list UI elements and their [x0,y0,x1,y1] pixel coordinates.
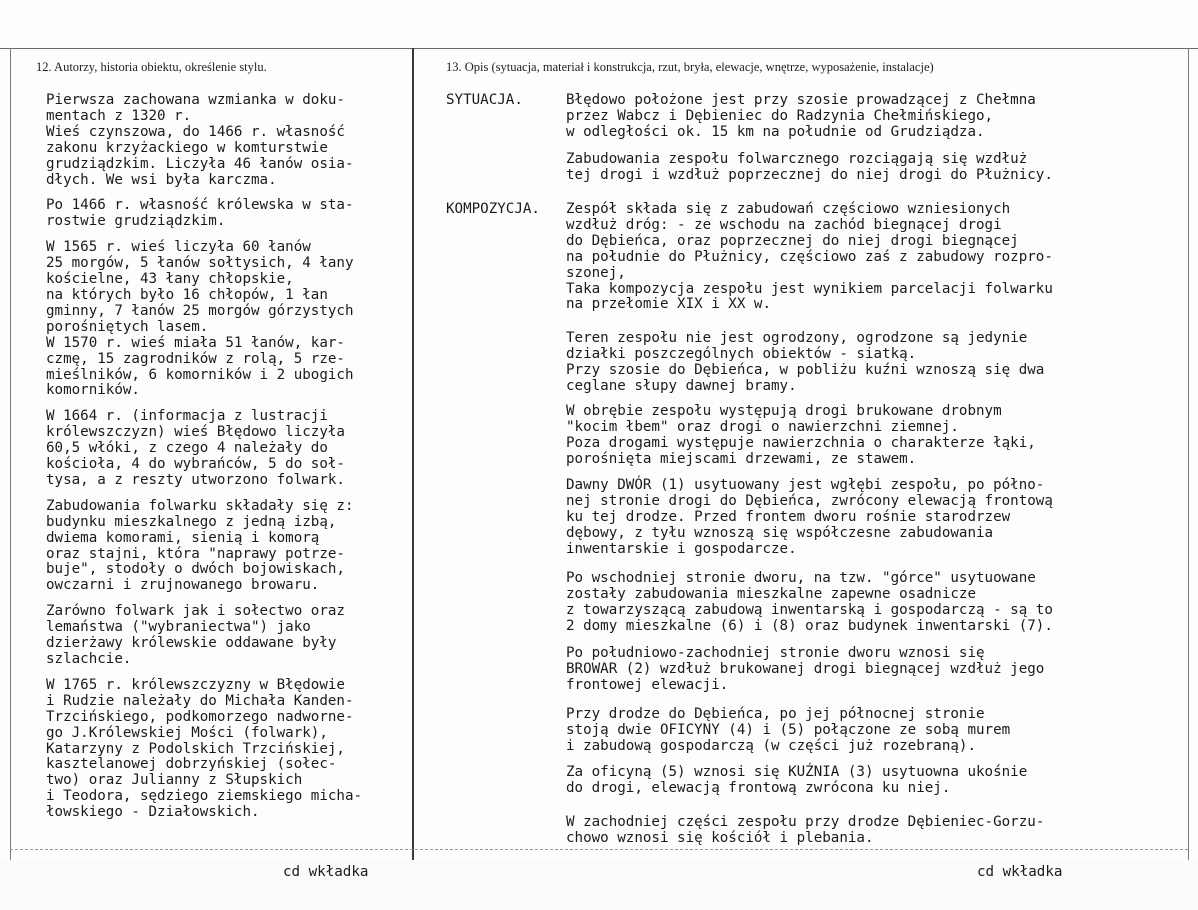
frame-left-rule [10,48,11,860]
history-paragraph: Pierwsza zachowana wzmianka w doku- mentach z 1320 r. Wieś czynszowa, do 1466 r. własność zakonu krzyżackiego w komturstwie grudziądzkim. Liczyła 46 łanów osia- dłych. We wsi była karczma. [46,92,354,188]
section-text: W zachodniej części zespołu przy drodze Dębieniec-Gorzu- chowo wznosi się kościół i plebania. [566,814,1045,846]
frame-top-rule [0,48,1198,49]
section-label: KOMPOZYCJA. [446,201,540,217]
column-divider [412,48,414,860]
section-text: Dawny DWÓR (1) usytuowany jest wgłębi zespołu, po półno- nej stronie drogi do Dębieńca, zwrócony elewacją frontową ku tej drodze. Przed frontem dworu rośnie starodrzew dębowy, z tyłu wznoszą się współczesne zabudowania inwentarskie i gospodarcze. [566,477,1053,557]
section-text: Przy drodze do Dębieńca, po jej północnej stronie stoją dwie OFICYNY (4) i (5) połączone ze sobą murem i zabudową gospodarczą (w części już rozebraną). [566,706,1011,754]
footer-continued-right: cd wkładka [977,864,1063,880]
history-column [46,93,408,831]
heading-left: 12. Autorzy, historia obiektu, określenie stylu. [36,60,267,74]
heading-right: 13. Opis (sytuacja, materiał i konstrukcja, rzut, bryła, elewacje, wnętrze, wyposażenie, instalacje) [446,60,934,74]
section-text: Teren zespołu nie jest ogrodzony, ogrodzone są jedynie działki poszczególnych obiektów - siatką. Przy szosie do Dębieńca, w pobliżu kuźni wznoszą się dwa ceglane słupy dawnej bramy. [566,330,1045,394]
section-text: Za oficyną (5) wznosi się KUŹNIA (3) usytuowna ukośnie do drogi, elewacją frontową zwrócona ku niej. [566,764,1028,796]
section-text: Po wschodniej stronie dworu, na tzw. "górce" usytuowane zostały zabudowania mieszkalne zapewne osadnicze z towarzyszącą zabudową inwentarską i gospodarczą - są to 2 domy mieszkalne (6) i (8) oraz budynek inwentarski (7). [566,570,1053,634]
section-text: Zabudowania zespołu folwarcznego rozciągają się wzdłuż tej drogi i wzdłuż poprzecznej do niej drogi do Płużnicy. [566,151,1053,183]
section-text: Błędowo położone jest przy szosie prowadzącej z Chełmna przez Wabcz i Dębieniec do Radzynia Chełmińskiego, w odległości ok. 15 km na południe od Grudziądza. [566,92,1036,140]
section-text: Po południowo-zachodniej stronie dworu wznosi się BROWAR (2) wzdłuż brukowanej drogi biegnącej wzdłuż jego frontowej elewacji. [566,645,1045,693]
footer-continued-left: cd wkładka [283,864,369,880]
section-text: Zespół składa się z zabudowań częściowo wzniesionych wzdłuż dróg: - ze wschodu na zachód biegnącej drogi do Dębieńca, oraz poprzecznej do niej drogi biegnącej na południe do Płużnicy, częściowo zaś z zabudowy rozpro- szonej, Taka kompozycja zespołu jest wynikiem parcelacji folwarku na przełomie XIX i XX w. [566,201,1053,313]
section-text: W obrębie zespołu występują drogi brukowane drobnym "kocim łbem" oraz drogi o nawierzchni ziemnej. Poza drogami występuje nawierzchnia o charakterze łąki, porośnięta miejscami drzewami, ze stawem. [566,403,1036,467]
frame-right-rule [1188,48,1189,860]
cut-line [10,849,1188,850]
history-paragraph: Zarówno folwark jak i sołectwo oraz lemaństwa ("wybraniectwa") jako dzierżawy królewskie oddawane były szlachcie. [46,603,345,667]
history-paragraph: W 1565 r. wieś liczyła 60 łanów 25 morgów, 5 łanów sołtysich, 4 łany kościelne, 43 łany chłopskie, na których było 16 chłopów, 1 łan gminny, 7 łanów 25 morgów górzystych porośniętych lasem. W 1570 r. wieś miała 51 łanów, kar- czmę, 15 zagrodników z rolą, 5 rze- mieślników, 6 komorników i 2 ubogich komorników. [46,239,354,399]
history-paragraph: W 1664 r. (informacja z lustracji królewszczyzn) wieś Błędowo liczyła 60,5 włóki, z czego 4 należały do kościoła, 4 do wybrańców, 5 do soł- tysa, a z reszty utworzono folwark. [46,408,345,488]
history-paragraph: Po 1466 r. własność królewska w sta- rostwie grudziądzkim. [46,197,354,230]
history-paragraph: Zabudowania folwarku składały się z: budynku mieszkalnego z jedną izbą, dwiema komorami, sienią i komorą oraz stajni, która "naprawy potrze- buje", stodoły o dwóch bojowiskach, owczarni i zrujnowanego browaru. [46,497,354,594]
section-label: SYTUACJA. [446,92,523,108]
history-paragraph: W 1765 r. królewszczyzny w Błędowie i Rudzie należały do Michała Kanden- Trzcińskiego, podkomorzego nadworne- go J.Królewskiej Mości (folwark), Katarzyny z Podolskich Trzcińskiej, kasztelanowej dobrzyńskiej (sołec- two) oraz Julianny z Słupskich i Teodora, sędziego ziemskiego micha- łowskiego - Działowskich. [46,676,363,821]
